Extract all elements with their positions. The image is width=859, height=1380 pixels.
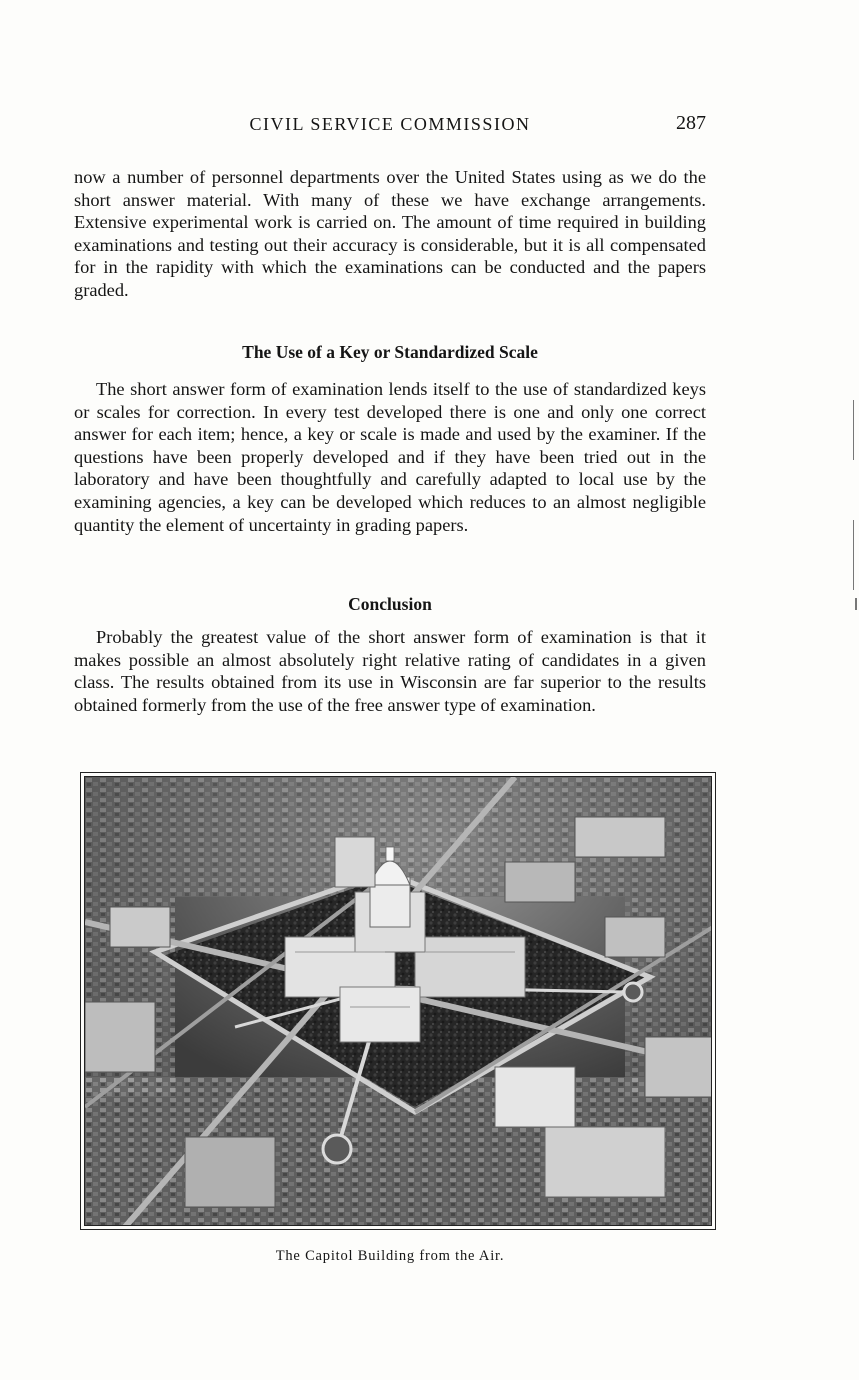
scan-edge-mark bbox=[855, 598, 857, 610]
section-heading-key-scale: The Use of a Key or Standardized Scale bbox=[242, 342, 538, 362]
paragraph-continuation: now a number of personnel departments over the United States using as we do the short answer material. With many of these we have exchange arrangements. Extensive experimental work is carried on. The amount of time required in building examinations and testing out their accuracy is considerable, but it is all compensated for in the rapidity with which the examinations can be conducted and the papers graded. bbox=[74, 167, 706, 300]
page-header bbox=[74, 114, 706, 140]
scan-edge-mark bbox=[853, 400, 854, 460]
scan-edge-mark bbox=[853, 520, 854, 590]
figure-caption: The Capitol Building from the Air. bbox=[275, 1248, 505, 1264]
section-heading-conclusion: Conclusion bbox=[348, 594, 432, 614]
paragraph-conclusion: Probably the greatest value of the short answer form of examination is that it makes possible an almost absolutely right relative rating of candidates in a given class. The results obtained from its use in Wisconsin are far superior to the results obtained formerly from the use of the free answer type of examination. bbox=[74, 627, 706, 715]
page-number: 287 bbox=[676, 112, 706, 134]
capitol-aerial-illustration bbox=[85, 777, 712, 1226]
running-head: CIVIL SERVICE COMMISSION bbox=[249, 114, 531, 134]
capitol-aerial-photo bbox=[80, 772, 716, 1230]
photo-inner-border bbox=[84, 776, 712, 1226]
paragraph-key-scale: The short answer form of examination lends itself to the use of standardized keys or scales for correction. In every test developed there is one and only one correct answer for each item; hence, a key or scale is made and used by the examiner. If the questions have been properly developed and if they have been tried out in the laboratory and have been thoughtfully and carefully adapted to local use by the examining agencies, a key can be developed which reduces to an almost negligible quantity the element of uncertainty in grading papers. bbox=[74, 379, 706, 535]
